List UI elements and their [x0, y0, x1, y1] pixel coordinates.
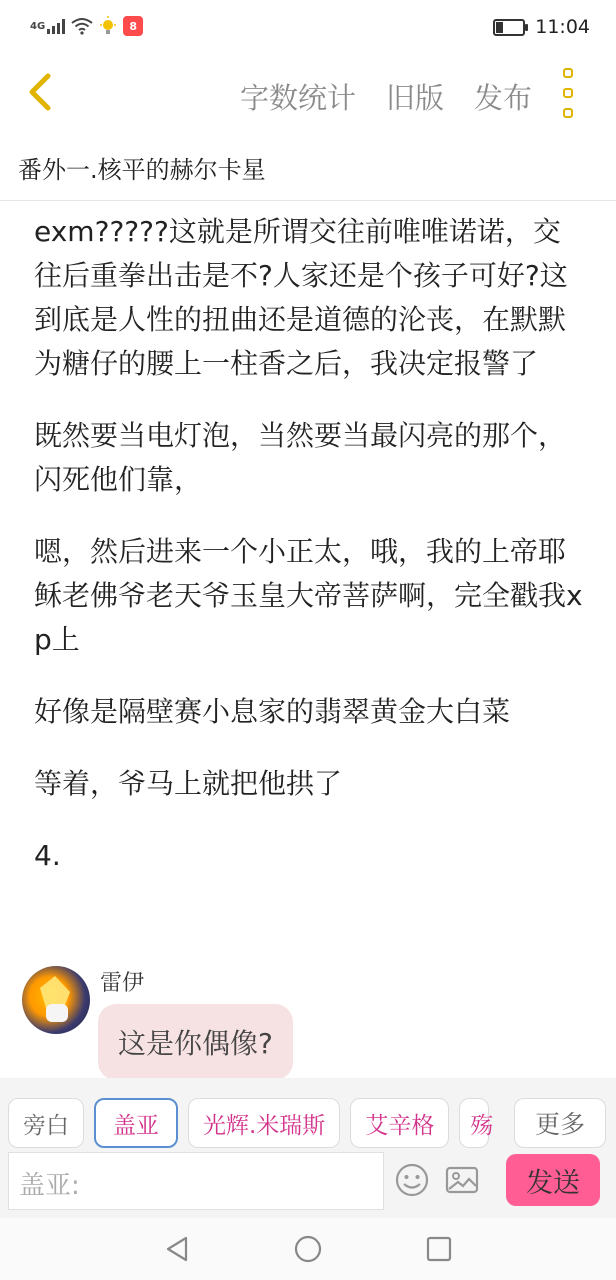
role-chip-guanghui[interactable]: 光辉.米瑞斯	[188, 1098, 340, 1148]
image-icon[interactable]	[442, 1160, 482, 1200]
status-bar	[0, 0, 616, 56]
publish-button[interactable]: 发布	[473, 81, 532, 115]
chapter-title[interactable]: 番外一.核平的赫尔卡星	[18, 156, 266, 184]
paragraph: exm?????这就是所谓交往前唯唯诺诺，交往后重拳出击是不?人家还是个孩子可好?这到底是人性的扭曲还是道德的沦丧，在默默为糖仔的腰上一柱香之后，我决定报警了	[34, 215, 568, 380]
role-chip-aixinge[interactable]: 艾辛格	[350, 1098, 449, 1148]
editor-toolbar	[0, 56, 616, 136]
nav-back-icon[interactable]	[162, 1234, 192, 1264]
toolbar-actions	[240, 76, 532, 117]
back-arrow-icon[interactable]	[20, 70, 64, 114]
system-nav-bar	[0, 1218, 616, 1280]
message-input[interactable]: 盖亚:	[8, 1152, 384, 1210]
avatar[interactable]	[22, 966, 90, 1034]
chat-bubble[interactable]: 这是你偶像?	[98, 1004, 293, 1080]
input-panel	[0, 1078, 616, 1218]
old-version-button[interactable]: 旧版	[385, 81, 444, 115]
lightbulb-icon	[99, 16, 117, 36]
paragraph: 既然要当电灯泡，当然要当最闪亮的那个，闪死他们靠，	[34, 419, 567, 496]
word-count-button[interactable]: 字数统计	[239, 81, 356, 115]
role-chip-partial[interactable]: 殇	[459, 1098, 489, 1148]
more-roles-button[interactable]: 更多	[514, 1098, 606, 1148]
nav-home-icon[interactable]	[293, 1234, 323, 1264]
more-menu-icon[interactable]	[558, 68, 578, 118]
wifi-icon	[71, 17, 93, 35]
status-left	[30, 16, 143, 36]
send-button[interactable]: 发送	[506, 1154, 600, 1206]
battery-icon	[493, 19, 525, 36]
paragraph: 好像是隔壁赛小息家的翡翠黄金大白菜	[34, 695, 511, 728]
role-chip-gaia[interactable]: 盖亚	[94, 1098, 178, 1148]
emoji-icon[interactable]	[392, 1160, 432, 1200]
speaker-name: 雷伊	[100, 971, 145, 996]
clock: 11:04	[535, 16, 590, 38]
story-content[interactable]	[34, 210, 584, 906]
paragraph: 等着，爷马上就把他拱了	[34, 767, 343, 800]
role-chip-narration[interactable]: 旁白	[8, 1098, 84, 1148]
divider	[0, 200, 616, 201]
role-chip-row	[8, 1098, 494, 1148]
status-right	[493, 16, 590, 38]
app-notification-icon: 8	[123, 16, 143, 36]
paragraph: 嗯，然后进来一个小正太，哦，我的上帝耶稣老佛爷老天爷玉皇大帝菩萨啊，完全戳我xp上	[34, 535, 583, 656]
nav-recents-icon[interactable]	[424, 1234, 454, 1264]
paragraph: 4.	[34, 839, 61, 872]
signal-icon	[47, 18, 65, 34]
network-type: 4G	[30, 20, 46, 32]
